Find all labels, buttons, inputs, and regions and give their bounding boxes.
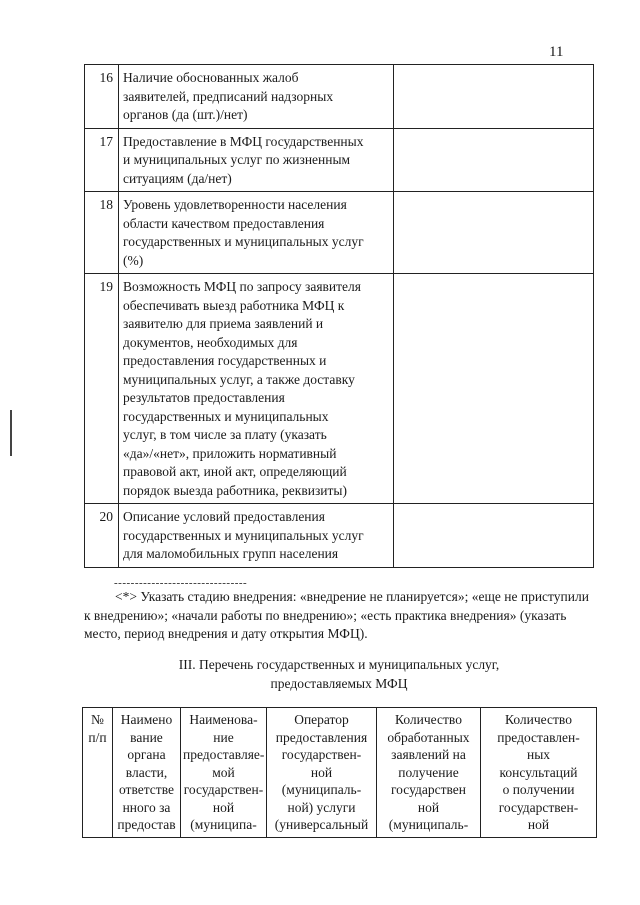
services-header-line: ответстве [118,782,174,797]
services-header-line: предоставления [275,729,368,745]
indicator-description-line: правовой акт, иной акт, определяющий [123,464,347,479]
services-header-line: ной [212,799,235,815]
services-header-line: (муниципа- [190,817,257,832]
services-header-line: (муниципаль- [281,782,362,797]
indicator-number: 18 [85,192,119,274]
indicator-description-line: Предоставление в МФЦ государственных [123,133,364,149]
services-header-line: ной) услуги [287,799,356,815]
indicator-number: 20 [85,504,119,568]
indicator-description-line: муниципальных услуг, а также доставку [123,371,355,387]
services-header-line: консультаций [499,764,578,780]
indicator-description-line: Возможность МФЦ по запросу заявителя [123,279,361,294]
services-header-line: государствен [390,782,466,797]
indicator-description-line: ситуациям (да/нет) [123,170,232,186]
services-header-line: ной [527,817,550,832]
footnote-separator: -------------------------------- [114,577,248,589]
indicator-description-line: и муниципальных услуг по жизненным [123,152,351,167]
services-header-line: заявлений на [391,747,466,762]
services-header-line: Количество [395,712,462,727]
indicator-description-line: услуг, в том числе за плату (указать [123,427,327,442]
services-header-line: (муниципаль- [388,817,469,832]
indicator-description [119,192,394,274]
indicator-row [85,274,594,504]
indicator-description-line: органов (да (шт.)/нет) [123,107,248,122]
indicator-description-line: Описание условий предоставления [123,509,325,524]
services-header-line: государствен- [281,747,362,762]
services-table [82,707,597,838]
indicator-value [394,192,594,274]
indicator-row [85,65,594,129]
services-header-line: обработанных [387,729,470,745]
services-header-line: № [91,712,104,727]
indicator-row [85,504,594,568]
indicator-row [85,128,594,192]
indicator-description-line: результатов предоставления [123,390,285,405]
services-header-line: Оператор [294,712,349,727]
services-header-line: ние [213,729,234,745]
indicator-description [119,274,394,504]
services-header-line: предоставлен- [497,729,580,745]
section-title-line-2: предоставляемых МФЦ [270,675,408,691]
services-header-line: Количество [505,712,572,727]
services-column-header [83,708,113,838]
services-header-line: (универсальный [274,817,369,832]
services-column-header [481,708,597,838]
indicator-description-line: области качеством предоставления [123,215,325,231]
indicator-description-line: порядок выезда работника, реквизиты) [123,482,347,498]
footnote-text: <*> Указать стадию внедрения: «внедрение не планируется»; «еще не приступили к внедрению»; «начали работы по внедрению»; «есть практика внедрения» (указать место, период внедрения и дату открытия МФЦ). [84,589,589,641]
services-header-line: о получении [502,782,575,797]
indicator-description-line: государственных и муниципальных услуг [123,234,364,249]
indicator-description-line: для маломобильных групп населения [123,546,339,561]
section-title-line-1: III. Перечень государственных и муниципальных услуг, [178,657,500,672]
indicator-description-line: государственных и муниципальных услуг [123,527,364,543]
services-header-line: нного за [122,799,171,815]
indicator-number: 17 [85,128,119,192]
indicator-description-line: «да»/«нет», приложить нормативный [123,445,337,461]
indicator-description-line: Наличие обоснованных жалоб [123,70,299,85]
indicator-description-line: заявителю для приема заявлений и [123,316,324,331]
indicator-number: 19 [85,274,119,504]
indicator-description-line: Уровень удовлетворенности населения [123,197,347,212]
services-header-line: ной [310,764,333,780]
services-header-line: предоставляе- [183,747,265,762]
services-header-line: государствен- [498,799,579,815]
indicator-value [394,128,594,192]
services-header-line: получение [398,764,459,780]
indicator-description-line: предоставления государственных и [123,353,327,368]
services-header-line: ной [417,799,440,815]
services-header-line: вание [130,729,163,745]
indicators-table [84,64,594,568]
services-header-line: предостав [117,817,176,832]
margin-mark [10,410,12,456]
services-column-header [267,708,377,838]
services-column-header [181,708,267,838]
section-title [84,656,594,693]
indicator-number: 16 [85,65,119,129]
indicator-description-line: государственных и муниципальных [123,408,329,424]
services-header-line: Наименова- [189,712,258,727]
indicator-description [119,65,394,129]
services-header-line: власти, [125,764,168,780]
services-column-header [113,708,181,838]
indicator-description [119,128,394,192]
indicator-value [394,504,594,568]
indicator-description [119,504,394,568]
services-header-line: мой [212,764,235,780]
indicator-description-line: (%) [123,252,144,268]
indicator-description-line: заявителей, предписаний надзорных [123,88,334,104]
indicator-description-line: обеспечивать выезд работника МФЦ к [123,297,345,313]
indicator-description-line: документов, необходимых для [123,334,298,350]
services-header-line: Наимено [120,712,173,727]
services-header-line: государствен- [183,782,264,797]
services-header-line: п/п [88,729,107,745]
page-number: 11 [549,44,564,60]
indicator-row [85,192,594,274]
services-header-line: органа [127,747,166,762]
indicator-value [394,65,594,129]
indicator-value [394,274,594,504]
services-column-header [377,708,481,838]
services-header-line: ных [526,747,551,762]
